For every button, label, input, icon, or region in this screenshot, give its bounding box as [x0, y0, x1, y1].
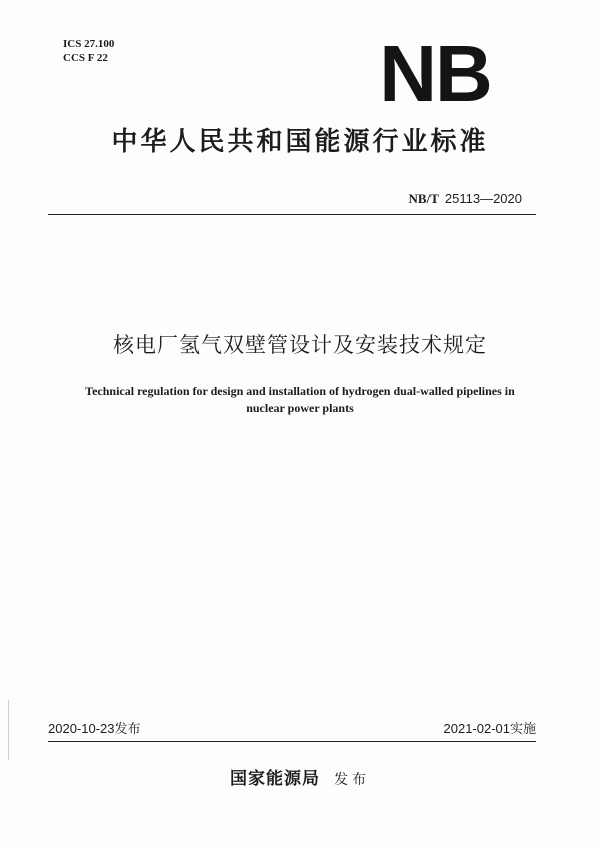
implementation-date: 2021-02-01实施 [443, 721, 536, 736]
standard-category-title: 中华人民共和国能源行业标准 [111, 127, 489, 157]
bottom-divider [48, 741, 536, 742]
standard-number-prefix: NB/T [408, 191, 439, 206]
document-title-english [30, 383, 570, 417]
document-title-english-line-1: Technical regulation for design and installation of hydrogen dual-walled pipelines in [85, 384, 515, 398]
publisher [0, 768, 600, 791]
ics-code: ICS 27.100 [63, 38, 115, 50]
dates-row [48, 720, 536, 738]
classification-codes [63, 37, 114, 65]
nb-logo: NB [379, 29, 491, 118]
document-title-english-line-2: nuclear power plants [246, 401, 354, 415]
ccs-code: CCS F 22 [63, 52, 108, 64]
publisher-name: 国家能源局 [230, 769, 320, 789]
issue-date: 2020-10-23发布 [48, 721, 141, 736]
standard-number [409, 191, 522, 207]
scan-edge-mark [8, 700, 9, 760]
publisher-action: 发布 [334, 772, 370, 788]
standard-number-value: 25113—2020 [444, 191, 522, 206]
top-divider [48, 214, 536, 215]
document-title-chinese: 核电厂氢气双壁管设计及安装技术规定 [113, 333, 487, 357]
